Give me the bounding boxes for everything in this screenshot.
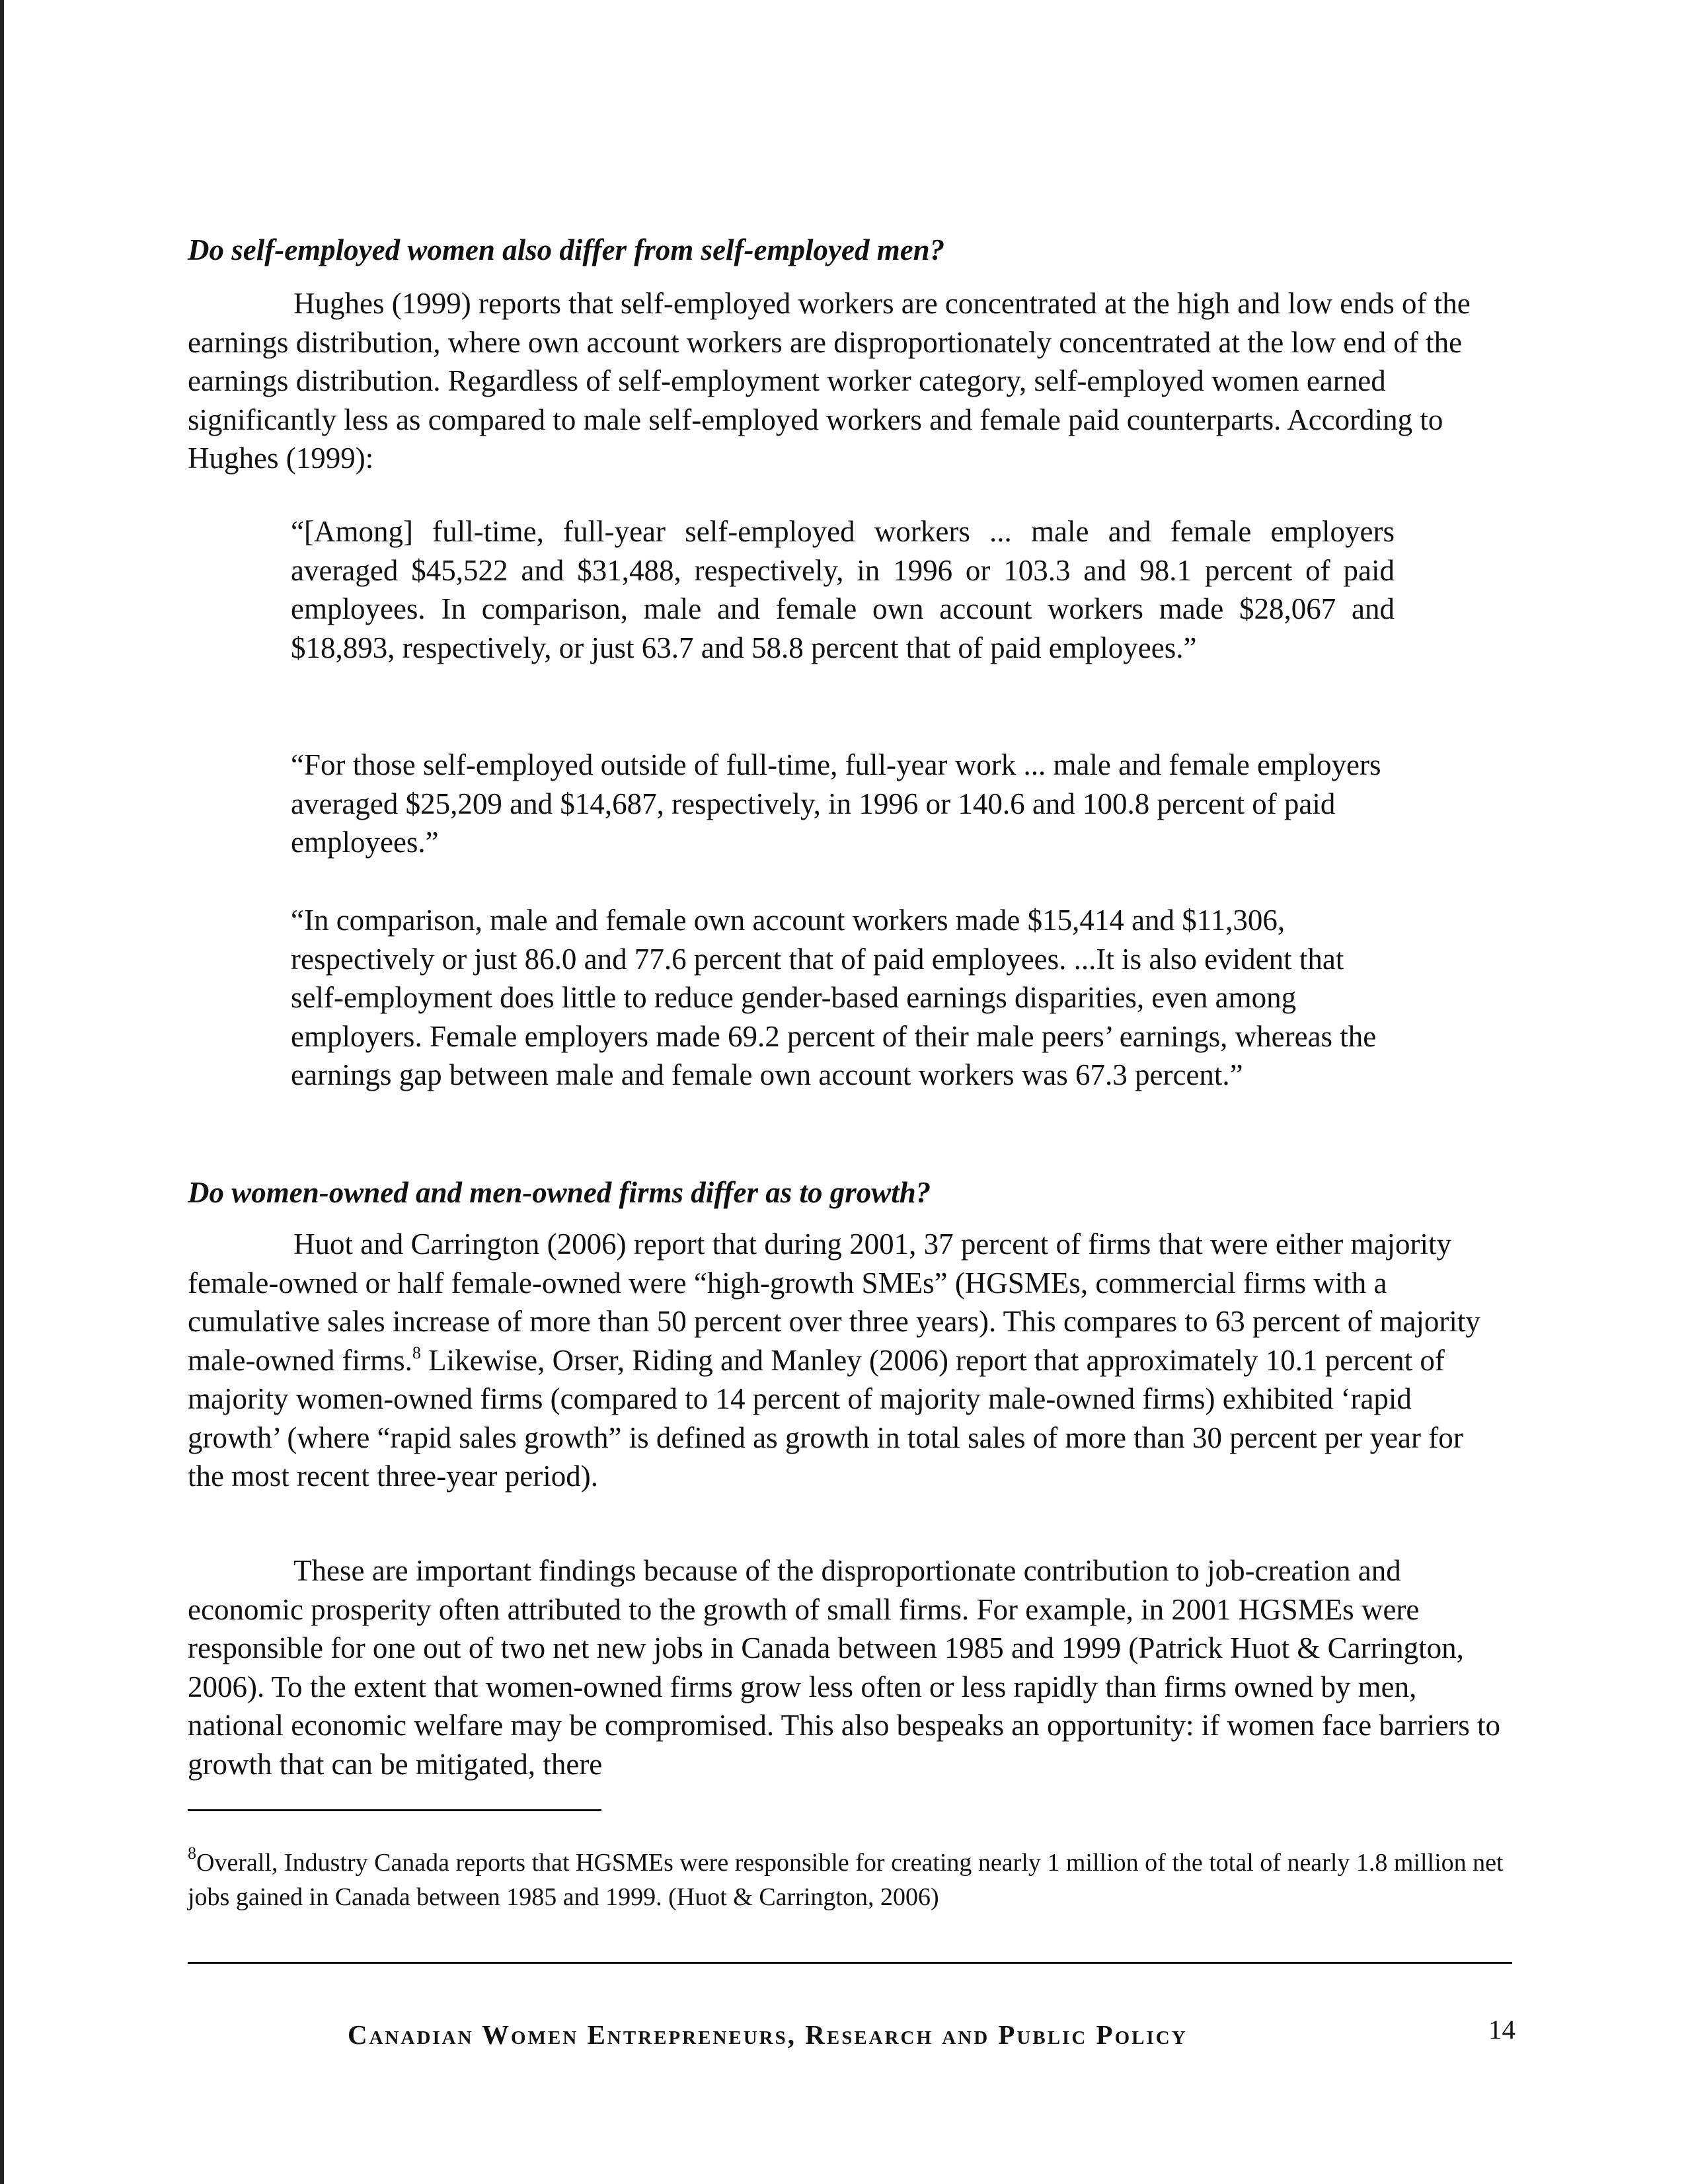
quote-full-time: “[Among] full-time, full-year self-employed workers ... male and female employers averaged $45,522 and $31,488, respectively, in 1996 or 103.3 and 98.1 percent of paid employees. In comparison, male and female own account workers made $28,067 and $18,893, respectively, or just 63.7 and 58.8 percent that of paid employees.” xyxy=(291,515,1395,664)
page-number: 14 xyxy=(1488,2014,1515,2045)
paragraph-hughes: Hughes (1999) reports that self-employed workers are concentrated at the high and low ends of the earnings distribution, where own account workers are disproportionately concentrated at the low end of the earnings distribution. Regardless of self-employment worker category, self-employed women earned significantly less as compared to male self-employed workers and female paid counterparts. According to Hughes (1999): xyxy=(188,287,1471,475)
footnote-marker: 8 xyxy=(188,1844,196,1863)
scan-edge-border xyxy=(0,0,4,2184)
section-heading-self-employed: Do self-employed women also differ from self-employed men? xyxy=(188,233,945,266)
footer-divider xyxy=(188,1962,1512,1964)
footnote-text: Overall, Industry Canada reports that HGSMEs were responsible for creating nearly 1 million of the total of nearly 1.8 million net jobs gained in Canada between 1985 and 1999. (Huot & Carrington, 2006) xyxy=(188,1849,1504,1911)
quote-outside-full-time: “For those self-employed outside of full-time, full-year work ... male and female employers averaged $25,209 and $14,687, respectively, in 1996 or 140.6 and 100.8 percent of paid employees.” xyxy=(291,748,1381,859)
footnote-reference[interactable]: 8 xyxy=(412,1343,421,1362)
quote-own-account: “In comparison, male and female own account workers made $15,414 and $11,306, respectively or just 86.0 and 77.6 percent that of paid employees. ...It is also evident that self-employment does little to reduce gender-based earnings disparities, even among employers. Female employers made 69.2 percent of their male peers’ earnings, whereas the earnings gap between male and female own account workers was 67.3 percent.” xyxy=(291,904,1377,1091)
section-heading-growth: Do women-owned and men-owned firms differ as to growth? xyxy=(188,1176,931,1209)
paragraph-text-after-note: Likewise, Orser, Riding and Manley (2006) report that approximately 10.1 percent of majority women-owned firms (compared to 14 percent of majority male-owned firms) exhibited ‘rapid growth’ (where “rapid sales growth” is defined as growth in total sales of more than 30 percent per year for the most recent three-year period). xyxy=(188,1343,1463,1493)
paragraph-huot-carrington xyxy=(188,1225,1503,1496)
paragraph-text-before-note: Huot and Carrington (2006) report that during 2001, 37 percent of firms that were either majority female-owned or half female-owned were “high-growth SMEs” (HGSMEs, commercial firms with a cumulative sales increase of more than 50 percent over three years). This compares to 63 percent of majority male-owned firms. xyxy=(188,1228,1480,1377)
paragraph-important-findings: These are important findings because of the disproportionate contribution to job-creation and economic prosperity often attributed to the growth of small firms. For example, in 2001 HGSMEs were responsible for one out of two net new jobs in Canada between 1985 and 1999 (Patrick Huot & Carrington, 2006). To the extent that women-owned firms grow less often or less rapidly than firms owned by men, national economic welfare may be compromised. This also bespeaks an opportunity: if women face barriers to growth that can be mitigated, there xyxy=(188,1554,1501,1781)
footnote xyxy=(188,1846,1510,1914)
footnote-divider xyxy=(188,1809,601,1811)
running-footer-title: Canadian Women Entrepreneurs, Research and Public Policy xyxy=(348,2019,1188,2050)
